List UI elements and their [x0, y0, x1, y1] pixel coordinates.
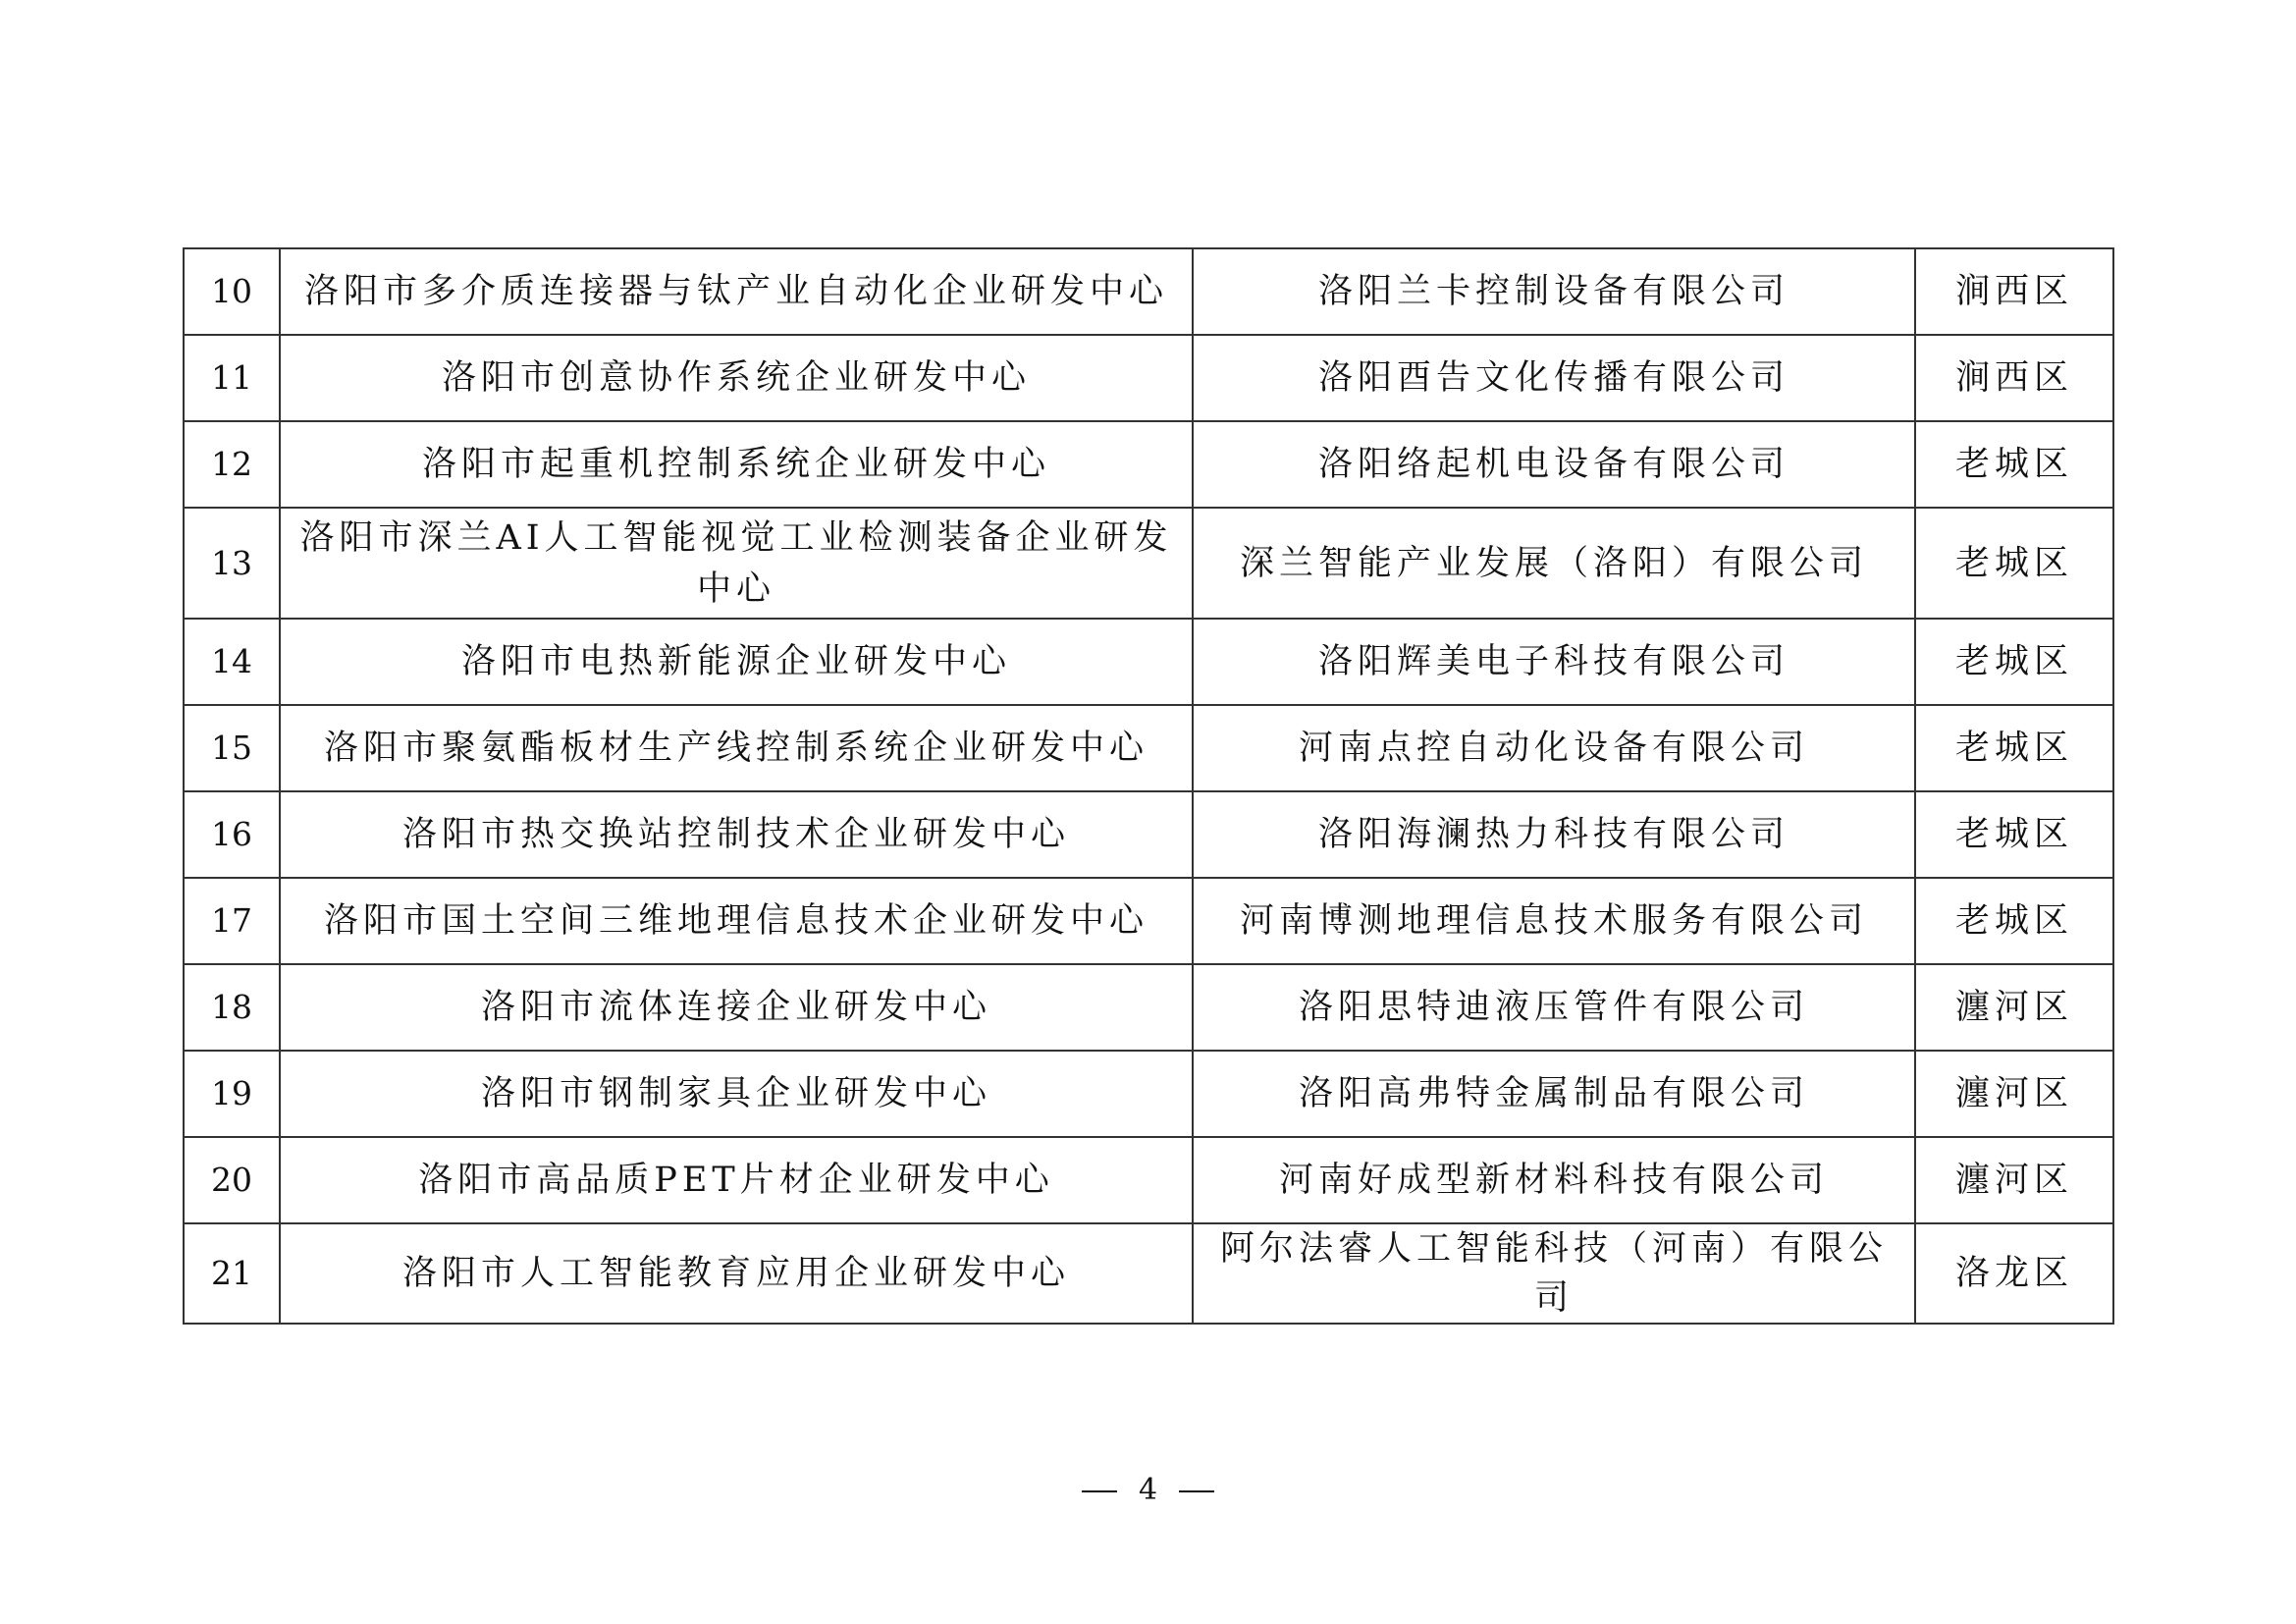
- rd-center-name-cell: 洛阳市创意协作系统企业研发中心: [280, 335, 1193, 421]
- district-cell: 瀍河区: [1915, 1137, 2113, 1223]
- rd-center-name-cell: 洛阳市深兰AI人工智能视觉工业检测装备企业研发中心: [280, 508, 1193, 619]
- table-row: [184, 335, 2113, 421]
- enterprise-rd-center-table: [183, 247, 2114, 1325]
- district-cell: 老城区: [1915, 791, 2113, 878]
- company-name-cell: 洛阳辉美电子科技有限公司: [1193, 619, 1915, 705]
- table-row: [184, 248, 2113, 335]
- row-number-cell: 19: [184, 1051, 280, 1137]
- rd-center-name-cell: 洛阳市高品质PET片材企业研发中心: [280, 1137, 1193, 1223]
- row-number-cell: 20: [184, 1137, 280, 1223]
- district-cell: 老城区: [1915, 421, 2113, 508]
- company-name-cell: 洛阳酉告文化传播有限公司: [1193, 335, 1915, 421]
- company-name-cell: 洛阳兰卡控制设备有限公司: [1193, 248, 1915, 335]
- row-number-cell: 11: [184, 335, 280, 421]
- row-number-cell: 12: [184, 421, 280, 508]
- table-row: [184, 878, 2113, 964]
- page-footer: [0, 1473, 2296, 1507]
- rd-center-name-cell: 洛阳市人工智能教育应用企业研发中心: [280, 1223, 1193, 1324]
- company-name-cell: 阿尔法睿人工智能科技（河南）有限公司: [1193, 1223, 1915, 1324]
- rd-center-name-cell: 洛阳市流体连接企业研发中心: [280, 964, 1193, 1051]
- company-name-cell: 河南点控自动化设备有限公司: [1193, 705, 1915, 791]
- rd-center-name-cell: 洛阳市多介质连接器与钛产业自动化企业研发中心: [280, 248, 1193, 335]
- page-number: 4: [1138, 1473, 1158, 1507]
- district-cell: 老城区: [1915, 705, 2113, 791]
- district-cell: 瀍河区: [1915, 964, 2113, 1051]
- enterprise-rd-center-table-wrapper: [183, 247, 2112, 1325]
- company-name-cell: 河南好成型新材料科技有限公司: [1193, 1137, 1915, 1223]
- table-row: [184, 1223, 2113, 1324]
- row-number-cell: 18: [184, 964, 280, 1051]
- company-name-cell: 洛阳络起机电设备有限公司: [1193, 421, 1915, 508]
- row-number-cell: 17: [184, 878, 280, 964]
- district-cell: 涧西区: [1915, 248, 2113, 335]
- table-row: [184, 791, 2113, 878]
- company-name-cell: 洛阳高弗特金属制品有限公司: [1193, 1051, 1915, 1137]
- table-row: [184, 619, 2113, 705]
- company-name-cell: 河南博测地理信息技术服务有限公司: [1193, 878, 1915, 964]
- company-name-cell: 洛阳思特迪液压管件有限公司: [1193, 964, 1915, 1051]
- district-cell: 老城区: [1915, 878, 2113, 964]
- left-dash-divider: [1082, 1490, 1117, 1492]
- table-row: [184, 1137, 2113, 1223]
- district-cell: 洛龙区: [1915, 1223, 2113, 1324]
- district-cell: 涧西区: [1915, 335, 2113, 421]
- district-cell: 瀍河区: [1915, 1051, 2113, 1137]
- row-number-cell: 10: [184, 248, 280, 335]
- table-row: [184, 1051, 2113, 1137]
- table-body: [184, 248, 2113, 1324]
- district-cell: 老城区: [1915, 508, 2113, 619]
- right-dash-divider: [1179, 1490, 1214, 1492]
- row-number-cell: 14: [184, 619, 280, 705]
- rd-center-name-cell: 洛阳市电热新能源企业研发中心: [280, 619, 1193, 705]
- table-row: [184, 964, 2113, 1051]
- table-row: [184, 421, 2113, 508]
- district-cell: 老城区: [1915, 619, 2113, 705]
- rd-center-name-cell: 洛阳市热交换站控制技术企业研发中心: [280, 791, 1193, 878]
- table-row: [184, 705, 2113, 791]
- rd-center-name-cell: 洛阳市起重机控制系统企业研发中心: [280, 421, 1193, 508]
- row-number-cell: 21: [184, 1223, 280, 1324]
- row-number-cell: 15: [184, 705, 280, 791]
- company-name-cell: 洛阳海澜热力科技有限公司: [1193, 791, 1915, 878]
- row-number-cell: 13: [184, 508, 280, 619]
- company-name-cell: 深兰智能产业发展（洛阳）有限公司: [1193, 508, 1915, 619]
- rd-center-name-cell: 洛阳市国土空间三维地理信息技术企业研发中心: [280, 878, 1193, 964]
- rd-center-name-cell: 洛阳市聚氨酯板材生产线控制系统企业研发中心: [280, 705, 1193, 791]
- rd-center-name-cell: 洛阳市钢制家具企业研发中心: [280, 1051, 1193, 1137]
- row-number-cell: 16: [184, 791, 280, 878]
- table-row: [184, 508, 2113, 619]
